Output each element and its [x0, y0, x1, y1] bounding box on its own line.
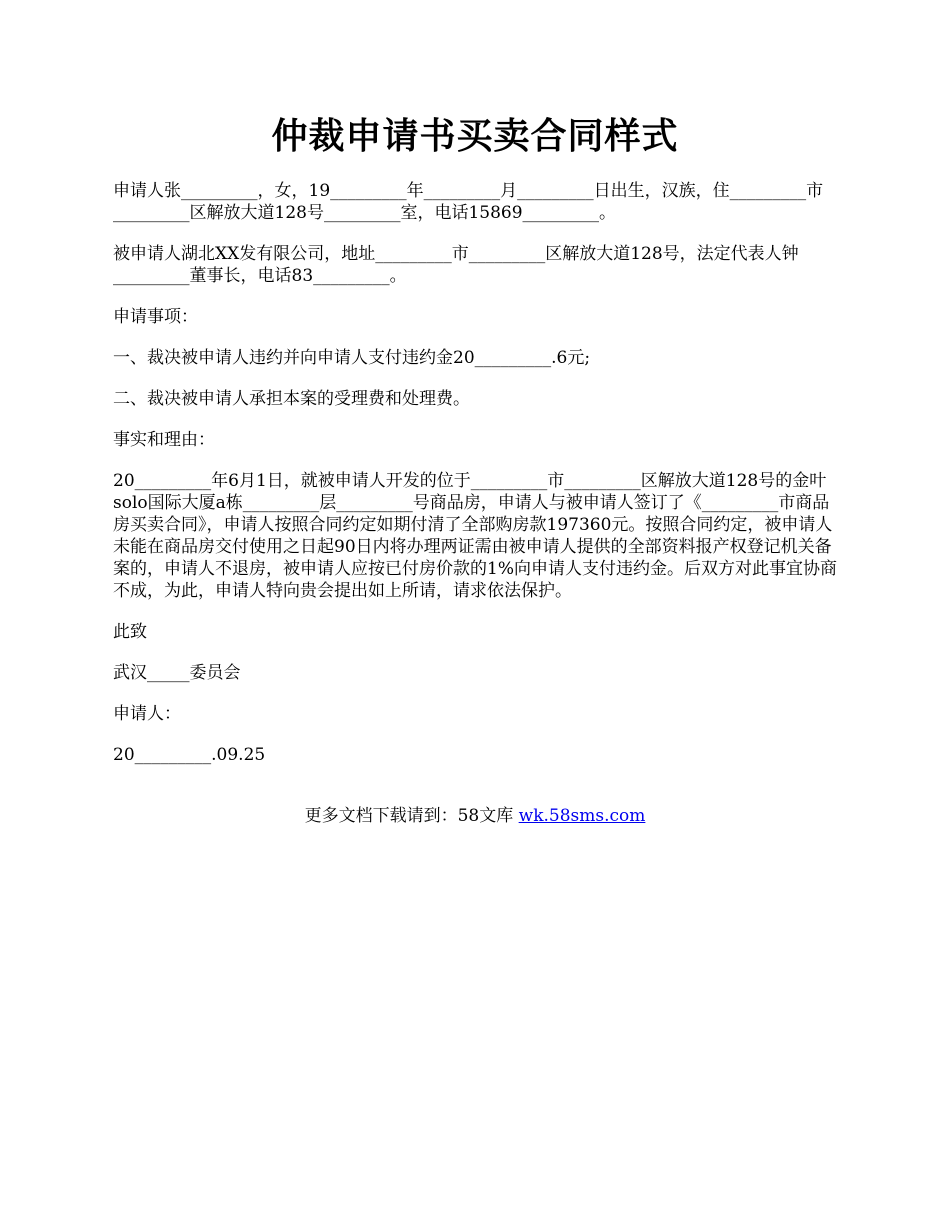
salutation: 此致 — [113, 622, 147, 642]
respondent-paragraph: 被申请人湖北XX发有限公司，地址_________市_________区解放大道128号，法定代表人钟_________董事长，电话83_________。 — [113, 244, 799, 286]
footer-link[interactable]: wk.58sms.com — [518, 806, 646, 826]
facts-heading: 事实和理由： — [113, 430, 215, 450]
facts-paragraph: 20_________年6月1日，就被申请人开发的位于_________市_________区解放大道128号的金叶solo国际大厦a栋_________层_________号商品房，申请人与被申请人签订了《_________市商品房买卖合同》，申请人按照合同约定如期付清了全部购房款197360元。按照合同约定，被申请人未能在商品房交付使用之日起90日内将办理两证需由被申请人提供的全部资料报产权登记机关备案的，申请人不退房，被申请人应按已付房价款的1%向申请人支付违约金。后双方对此事宜协商不成，为此，申请人特向贵会提出如上所请，请求依法保护。 — [113, 471, 837, 601]
claim-item-2: 二、裁决被申请人承担本案的受理费和处理费。 — [113, 389, 470, 409]
footer — [0, 805, 950, 827]
applicant-paragraph: 申请人张_________，女，19_________年_________月_________日出生，汉族，住_________市_________区解放大道128号_________室，电话15869_________。 — [113, 181, 824, 223]
committee-name: 武汉_____委员会 — [113, 663, 241, 683]
applicant-signature: 申请人： — [113, 704, 181, 724]
document-body — [113, 180, 843, 785]
claims-heading: 申请事项： — [113, 307, 198, 327]
footer-prefix: 更多文档下载请到：58文库 — [304, 806, 519, 826]
date-line: 20_________.09.25 — [113, 745, 266, 765]
document-title: 仲裁申请书买卖合同样式 — [271, 115, 679, 157]
claim-item-1: 一、裁决被申请人违约并向申请人支付违约金20_________.6元; — [113, 348, 591, 368]
